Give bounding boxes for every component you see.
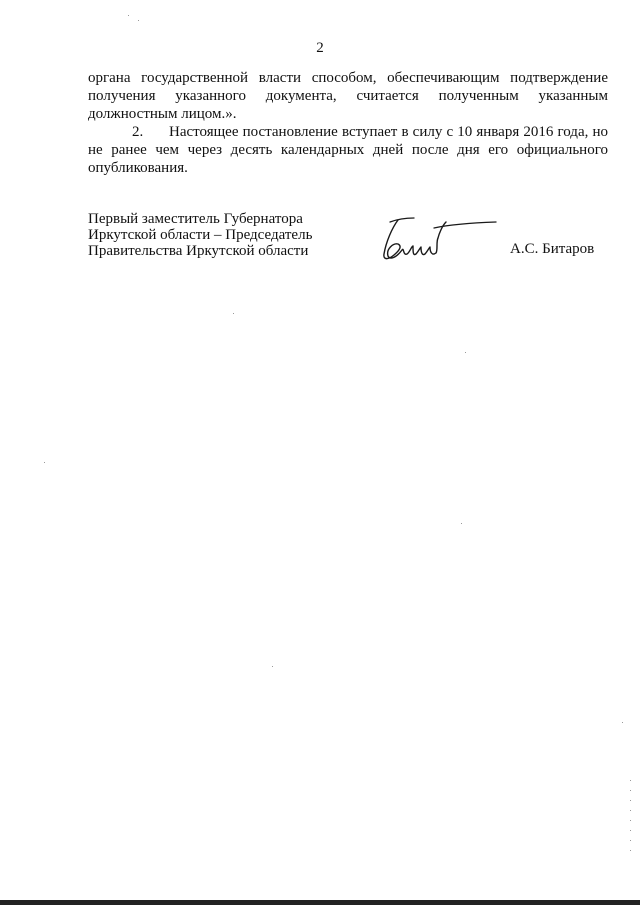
bottom-scan-edge (0, 900, 640, 905)
position-line-2: Иркутской области – Председатель (88, 227, 313, 243)
paragraph-item-2 (88, 123, 608, 177)
document-body (88, 69, 608, 177)
signer-name: А.С. Битаров (510, 241, 595, 257)
position-line-1: Первый заместитель Губернатора (88, 211, 303, 227)
paragraph-item-2-text: Настоящее постановление вступает в силу с 10 января 2016 года, но не ранее чем через десять календарных дней после дня его официального опубликования. (88, 124, 608, 176)
page-number: 2 (316, 40, 324, 56)
paragraph-number: 2. (132, 124, 144, 140)
handwritten-signature (376, 212, 500, 264)
position-line-3: Правительства Иркутской области (88, 243, 309, 259)
paragraph-continuation: органа государственной власти способом, обеспечивающим подтверждение получения указанного документа, считается полученным указанным должностным лицом.». (88, 70, 608, 122)
signatory-position (88, 211, 312, 259)
